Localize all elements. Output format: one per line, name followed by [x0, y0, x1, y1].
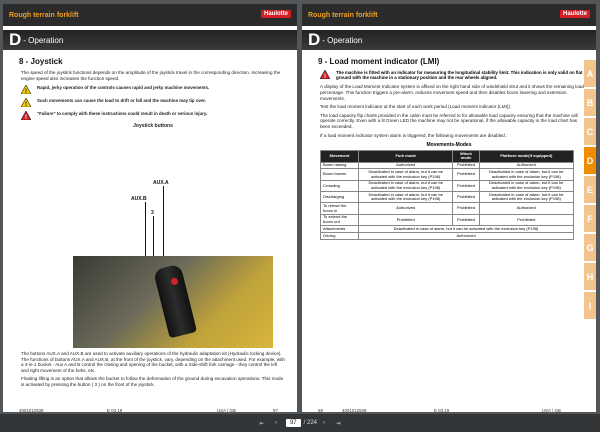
- table-row: [321, 232, 574, 239]
- table-cell: Prohibited: [453, 180, 479, 191]
- table-cell: Deactivated in case of alarm, but it can be activated with the exclusion key (P198): [479, 180, 573, 191]
- table-cell: Boom lowers: [321, 169, 359, 180]
- joystick-photo: [73, 256, 273, 348]
- warning-failure: [21, 111, 285, 120]
- movements-table: [320, 150, 574, 240]
- table-header: Fork mode: [359, 151, 453, 162]
- table-header: Movement: [321, 151, 359, 162]
- tab-c[interactable]: C: [584, 118, 596, 145]
- section-heading: 9 - Load moment indicator (LMI): [318, 57, 440, 66]
- paragraph: Floating lifting is an option that allows the bucket to follow the deformation of the ground during excavation operations. This mode is activated by pressing the button ( 3 ) on the front of the joystick.: [21, 376, 284, 387]
- page-number-input[interactable]: 97: [286, 419, 301, 427]
- table-cell: Deactivated in case of alarm, but it can be activated with the exclusion key (P198): [479, 169, 573, 180]
- warning-text: Rapid, jerky operation of the controls causes rapid and jerky machine movements.: [37, 85, 210, 91]
- tab-a[interactable]: A: [584, 60, 596, 87]
- tab-d[interactable]: D: [584, 147, 596, 174]
- section-label: - Operation: [322, 35, 363, 45]
- figure-caption: Joystick buttons: [133, 123, 173, 130]
- table-cell: Authorized: [479, 203, 573, 214]
- table-row: [321, 169, 574, 180]
- table-cell: To retract the boom in: [321, 203, 359, 214]
- section-banner: [3, 30, 297, 50]
- page-total: / 224: [303, 420, 318, 426]
- tab-e[interactable]: E: [584, 176, 596, 203]
- paragraph: The load capacity flip charts provided in the cabin must be referred to for allowable load capacity ensuring that the machine will operate correctly. Even with a lit Green LED the machine may not be operational, if the allowable capacity in the load chart has been exceeded.: [320, 112, 578, 129]
- warning-icon: [21, 98, 31, 107]
- header-title: Rough terrain forklift: [308, 11, 378, 19]
- first-page-icon[interactable]: ⇤: [259, 420, 265, 427]
- note-text: The machine is fitted with an indicator for measuring the longitudinal stability limit. This indication is only valid on flat ground with the machine in a stationary position and the rear wheels aligned.: [336, 70, 583, 81]
- table-cell: Prohibited: [453, 192, 479, 203]
- callout-3: 3: [151, 210, 154, 216]
- joystick-handle: [153, 264, 197, 339]
- section-label: - Operation: [23, 35, 64, 45]
- doc-code: 4001012538: [19, 408, 44, 412]
- table-cell: Deactivated in case of alarm, but it can be activated with the exclusion key (P198): [359, 226, 574, 233]
- table-cell: Authorized: [359, 203, 453, 214]
- table-cell: Authorized: [479, 162, 573, 169]
- danger-icon: [21, 111, 31, 120]
- tab-h[interactable]: H: [584, 263, 596, 290]
- brand-logo: Haulotte: [261, 10, 291, 18]
- page-98: [302, 4, 596, 412]
- edition: E 03.19: [107, 408, 123, 412]
- table-cell: Authorized: [359, 162, 453, 169]
- table-cell: Discharging: [321, 192, 359, 203]
- table-cell: Prohibited: [453, 162, 479, 169]
- table-row: [321, 162, 574, 169]
- page-number: 97: [273, 408, 278, 412]
- svg-text:!: !: [25, 89, 27, 95]
- page-header: [3, 4, 297, 26]
- edition: E 03.19: [434, 408, 450, 412]
- table-cell: Deactivated in case of alarm, but it can be activated with the exclusion key (P198): [479, 192, 573, 203]
- tab-b[interactable]: B: [584, 89, 596, 116]
- table-header: Platform mode(if equipped): [479, 151, 573, 162]
- paragraph: A display of the Load Moment Indicator system is affixed on the right hand side of windshield strut and it shows the remaining load percentage. This function triggers a pre-alarm, reduces movement speed and then disables boom lowering and extension movements.: [320, 84, 584, 101]
- table-row: [321, 226, 574, 233]
- section-banner: [302, 30, 596, 50]
- next-page-icon[interactable]: ›: [323, 420, 326, 426]
- svg-text:!: !: [25, 102, 27, 108]
- page-header: [302, 4, 596, 26]
- language: USA / GB: [217, 408, 236, 412]
- table-header: Winch mode: [453, 151, 479, 162]
- brand-logo: Haulotte: [560, 10, 590, 18]
- paragraph: The speed of the joystick functions depends on the amplitude of the joystick travel in the corresponding direction. Increasing the engine speed also increases the function speed.: [21, 70, 281, 81]
- tab-g[interactable]: G: [584, 234, 596, 261]
- header-title: Rough terrain forklift: [9, 11, 79, 19]
- svg-text:!: !: [324, 74, 326, 79]
- table-cell: Deactivated in case of alarm, but it can be activated with the exclusion key (P198): [359, 169, 453, 180]
- table-cell: Deactivated in case of alarm, but it can be activated with the exclusion key (P198): [359, 180, 453, 191]
- language: USA / GB: [542, 408, 561, 412]
- table-cell: Boom raising: [321, 162, 359, 169]
- table-cell: Prohibited: [359, 214, 453, 225]
- joystick-button-3: [171, 278, 178, 285]
- tab-i[interactable]: I: [584, 292, 596, 319]
- tab-f[interactable]: F: [584, 205, 596, 232]
- table-cell: Prohibited: [453, 214, 479, 225]
- warning-icon: [21, 85, 31, 94]
- table-cell: Prohibited: [453, 169, 479, 180]
- table-cell: Driving: [321, 232, 359, 239]
- warning-text: Such movements can cause the load to drift or fall and the machine may tip over.: [37, 98, 207, 104]
- table-row: [321, 203, 574, 214]
- section-letter: D: [9, 30, 22, 49]
- callout-aux-a: AUX.A: [153, 180, 169, 186]
- page-number: 98: [318, 408, 323, 412]
- table-row: [321, 180, 574, 191]
- table-cell: Crowding: [321, 180, 359, 191]
- doc-code: 4001012538: [342, 408, 367, 412]
- table-cell: Prohibited: [479, 214, 573, 225]
- table-cell: Deactivated in case of alarm, but it can be activated with the exclusion key (P198): [359, 192, 453, 203]
- table-cell: Attachments: [321, 226, 359, 233]
- danger-icon: [320, 70, 330, 79]
- paragraph: Test the load moment indicator at the start of each work period (Load moment indicator (LMI)).: [320, 104, 512, 110]
- table-cell: Prohibited: [453, 203, 479, 214]
- table-cell: To extend the boom out: [321, 214, 359, 225]
- section-heading: 8 - Joystick: [19, 57, 63, 66]
- table-row: [321, 214, 574, 225]
- callout-aux-b: AUX.B: [131, 196, 147, 202]
- paragraph: The buttons AUX.A and AUX.B are used to activate auxiliary operations of the hydraulic adaptation kit (Hydraulic locking device). The functions of buttons AUX.A and AUX.B, at the front of the joystick, vary, depending on the attachment used. For example, with a 4-in-1 bucket - Aux A and B control the closing and opening of the bucket, with a Side-shift fork carriage - they control the left and right movement of the forks, etc.: [21, 351, 285, 373]
- warning-text: "Failure" to comply with these instructions could result in death or serious injury.: [37, 111, 208, 117]
- table-row: [321, 192, 574, 203]
- warning-rapid: [21, 85, 285, 94]
- note-stability: [320, 70, 584, 80]
- table-caption: Movements-Modes: [426, 142, 472, 149]
- viewer-toolbar: [0, 414, 600, 432]
- prev-page-icon[interactable]: ‹: [274, 420, 277, 426]
- last-page-icon[interactable]: ⇥: [335, 420, 341, 427]
- chapter-tabs: [584, 60, 596, 321]
- paragraph: If a load moment indicator system alarm is triggered, the following movements are disabled :: [320, 132, 508, 138]
- warning-tip: [21, 98, 285, 107]
- page-97: [3, 4, 297, 412]
- svg-text:!: !: [25, 115, 27, 121]
- section-letter: D: [308, 30, 321, 49]
- table-cell: Authorized: [359, 232, 574, 239]
